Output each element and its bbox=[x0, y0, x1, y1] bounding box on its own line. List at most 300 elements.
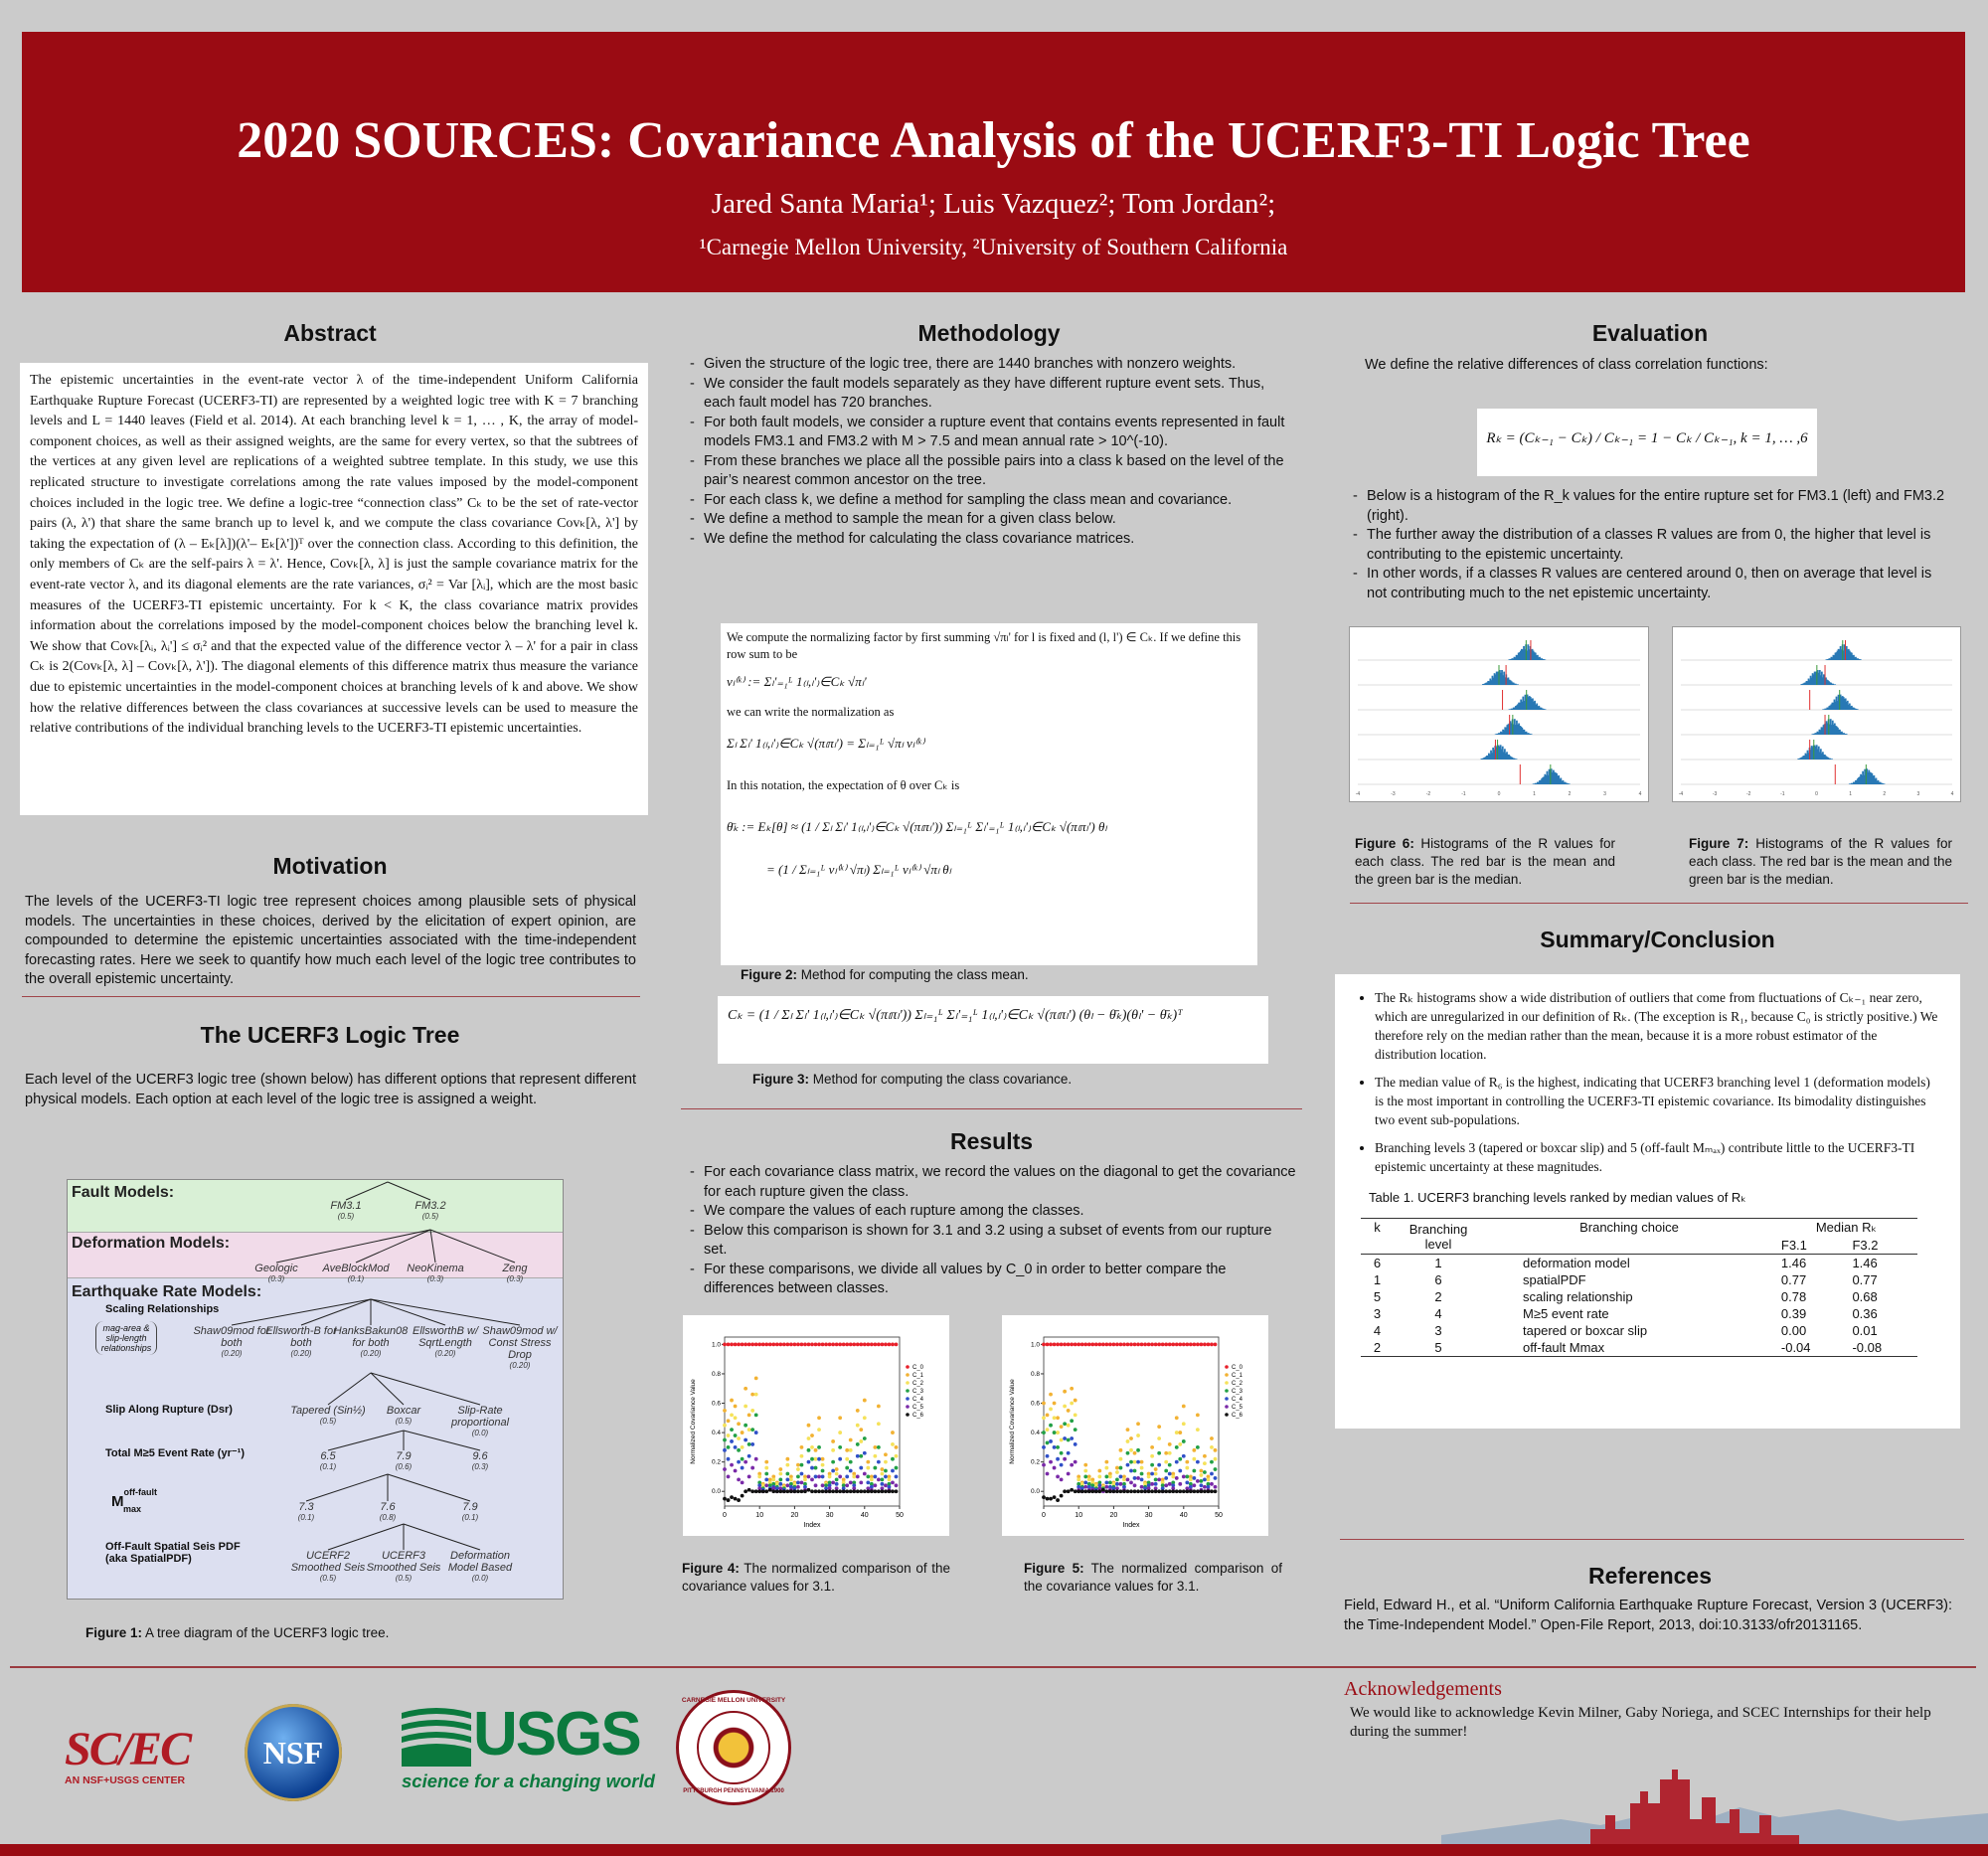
data-point bbox=[1140, 1472, 1144, 1476]
deformation-model-node: Geologic (0.3) bbox=[254, 1263, 298, 1283]
data-point bbox=[891, 1457, 895, 1461]
data-point bbox=[831, 1448, 835, 1452]
data-point bbox=[870, 1342, 874, 1346]
data-point bbox=[895, 1454, 899, 1458]
tree-edge bbox=[371, 1299, 520, 1325]
data-point bbox=[1143, 1489, 1147, 1493]
data-point bbox=[1189, 1342, 1193, 1346]
data-point bbox=[877, 1342, 881, 1346]
table-cell: 0.01 bbox=[1852, 1323, 1878, 1338]
data-point bbox=[810, 1489, 814, 1493]
table-row bbox=[1361, 1305, 1917, 1322]
x-tick-label: 30 bbox=[1144, 1512, 1153, 1519]
data-point bbox=[1074, 1442, 1077, 1446]
data-point bbox=[1178, 1469, 1182, 1473]
data-point bbox=[744, 1387, 747, 1391]
figure-1-caption: Figure 1: A tree diagram of the UCERF3 logic tree. bbox=[85, 1625, 390, 1640]
data-point bbox=[761, 1489, 765, 1493]
hist-tick-label: 3 bbox=[1603, 791, 1606, 797]
abstract-text: The epistemic uncertainties in the event-rate vector λ of the time-independent Uniform California Earthquake Rupture Forecast (UCERF3-TI) are represented by a weighted logic tree with K = 7 branching levels and L = 1440 leaves (Field et al. 2014). At each branching level k = 1, … , K, the array of model-component choices, as well as their assigned weights, are the same for every vertex, so that the subtrees of the vertices at any given level are replications of a weighted subtree template. In this study, we use this replicated structure to investigate correlations among the rate values imposed by the model-component choices included in the logic tree. We define a logic-tree “connection class” Cₖ to be the set of rate-vector pairs (λ, λ') that share the same branch up to level k, and we compute the class covariance Covₖ[λ, λ'] by taking the expectation of (λ – Eₖ[λ])(λ'– Eₖ[λ'])ᵀ over the connection class. According to this definition, the only members of Cₖ are the self-pairs λ = λ'. Hence, Covₖ[λ, λ] is just the sample covariance matrix for the event-rate vector λ, and its diagonal elements are the rate variances, σᵢ² = Var [λᵢ], which are the most basic measures of the UCERF3-TI epistemic uncertainty. For k < K, the class covariance matrix provides information about the correlations imposed by the model-component choices below the branching level k. We show that Covₖ[λᵢ, λᵢ'] ≤ σᵢ² and that the expected value of the difference vector λ – λ' for a pair in class Cₖ is 2(Covₖ[λ, λ] – Covₖ[λ, λ']). The diagonal elements of this difference matrix thus measure the variance due to epistemic uncertainties in the model-component choices at branching levels of k and above. We show how the relative differences between the class covariances at successive levels can be used to measure the relative contributions of the individual branching levels to the UCERF3-TI epistemic uncertainties. bbox=[30, 373, 638, 737]
data-point bbox=[863, 1472, 867, 1476]
data-point bbox=[1063, 1342, 1067, 1346]
data-point bbox=[1097, 1475, 1101, 1479]
hist-tick-label: -3 bbox=[1712, 791, 1718, 797]
data-point bbox=[849, 1469, 853, 1473]
data-point bbox=[1053, 1416, 1057, 1420]
data-point bbox=[730, 1463, 734, 1467]
data-point bbox=[1056, 1475, 1060, 1479]
section-divider bbox=[681, 1108, 1302, 1109]
data-point bbox=[1150, 1472, 1154, 1476]
results-items-item: - Below this comparison is shown for 3.1 and 3.2 using a subset of events from our rupture set. bbox=[686, 1222, 1297, 1261]
data-point bbox=[1140, 1489, 1144, 1493]
data-point bbox=[845, 1483, 849, 1487]
scaling-side-note: mag-area & slip-length relationships bbox=[95, 1321, 157, 1355]
data-point bbox=[1133, 1489, 1137, 1493]
data-point bbox=[1157, 1451, 1161, 1455]
data-point bbox=[1063, 1457, 1067, 1461]
title-banner bbox=[22, 32, 1965, 292]
data-point bbox=[1115, 1342, 1119, 1346]
figure-2-notation: In this notation, the expectation of θ over Cₖ is bbox=[727, 778, 960, 792]
data-point bbox=[1207, 1342, 1211, 1346]
data-point bbox=[1192, 1469, 1196, 1473]
data-point bbox=[747, 1342, 751, 1346]
data-point bbox=[1056, 1416, 1060, 1420]
table-cell: 3 bbox=[1434, 1323, 1442, 1338]
data-point bbox=[750, 1442, 754, 1446]
data-point bbox=[873, 1445, 877, 1449]
data-point bbox=[747, 1454, 751, 1458]
data-point bbox=[741, 1342, 745, 1346]
evaluation-formula-box bbox=[1477, 409, 1817, 476]
data-point bbox=[838, 1431, 842, 1434]
data-point bbox=[1157, 1425, 1161, 1429]
data-point bbox=[1140, 1485, 1144, 1489]
data-point bbox=[1185, 1466, 1189, 1470]
hist-tick-label: -1 bbox=[1780, 791, 1785, 797]
data-point bbox=[1119, 1482, 1123, 1486]
hist-tick-label: 0 bbox=[1497, 791, 1501, 797]
data-point bbox=[1200, 1473, 1204, 1477]
data-point bbox=[1136, 1448, 1140, 1452]
data-point bbox=[842, 1489, 846, 1493]
data-point bbox=[817, 1342, 821, 1346]
data-point bbox=[764, 1460, 768, 1464]
data-point bbox=[852, 1489, 856, 1493]
table-cell: 0.77 bbox=[1852, 1272, 1878, 1287]
results-items-item: - For each covariance class matrix, we record the values on the diagonal to get the covariance for each rupture given the class. bbox=[686, 1163, 1297, 1202]
legend-label: C_6 bbox=[1232, 1413, 1243, 1419]
data-point bbox=[1196, 1413, 1200, 1417]
data-point bbox=[1210, 1445, 1214, 1449]
data-point bbox=[1104, 1460, 1108, 1464]
evaluation-items-item: - In other words, if a classes R values are centered around 0, then on average that level is not contributing much to the net epistemic uncertainty. bbox=[1349, 565, 1955, 603]
table-row bbox=[1361, 1339, 1917, 1357]
results-list bbox=[686, 1163, 1297, 1299]
data-point bbox=[737, 1436, 741, 1440]
data-point bbox=[757, 1475, 761, 1479]
data-point bbox=[828, 1489, 832, 1493]
scaling-node: Shaw09mod w/ Const Stress Drop (0.20) bbox=[482, 1325, 558, 1370]
legend-label: C_3 bbox=[912, 1389, 924, 1395]
data-point bbox=[863, 1489, 867, 1493]
data-point bbox=[1164, 1460, 1168, 1464]
usgs-wave-icon bbox=[402, 1705, 471, 1767]
data-point bbox=[821, 1469, 825, 1473]
data-point bbox=[1122, 1477, 1126, 1481]
data-point bbox=[817, 1428, 821, 1432]
data-point bbox=[810, 1445, 814, 1449]
data-point bbox=[771, 1489, 775, 1493]
data-point bbox=[835, 1342, 839, 1346]
x-tick-label: 10 bbox=[1075, 1512, 1083, 1519]
data-point bbox=[1168, 1442, 1172, 1446]
evaluation-items-item: - The further away the distribution of a classes R values are from 0, the higher that level is contributing to the epistemic uncertainty. bbox=[1349, 526, 1955, 565]
data-point bbox=[1094, 1342, 1098, 1346]
data-point bbox=[1189, 1477, 1193, 1481]
y-tick-label: 0.0 bbox=[1030, 1488, 1040, 1496]
data-point bbox=[1203, 1461, 1207, 1465]
methodology-items-item: - From these branches we place all the possible pairs into a class k based on the level of the pair’s nearest common ancestor on the tree. bbox=[686, 452, 1297, 491]
data-point bbox=[775, 1489, 779, 1493]
methodology-list bbox=[686, 355, 1297, 549]
figure-2-eq3: θ̄ₖ := Eₖ[θ] ≈ (1 / Σₗ Σₗ' 1₍ₗ,ₗ'₎∈Cₖ √(πₗπₗ')) Σₗ₌₁ᴸ Σₗ'₌₁ᴸ 1₍ₗ,ₗ'₎∈Cₖ √(πₗπₗ') θₗ bbox=[727, 819, 1107, 834]
data-point bbox=[785, 1463, 789, 1467]
scaling-relationships-label: Scaling Relationships bbox=[105, 1303, 220, 1315]
data-point bbox=[734, 1416, 738, 1420]
hist-tick-label: -1 bbox=[1461, 791, 1466, 797]
data-point bbox=[734, 1497, 738, 1501]
legend-marker bbox=[1225, 1381, 1229, 1385]
data-point bbox=[785, 1457, 789, 1461]
data-point bbox=[1207, 1489, 1211, 1493]
data-point bbox=[807, 1424, 811, 1428]
data-point bbox=[1178, 1457, 1182, 1461]
data-point bbox=[1175, 1431, 1179, 1434]
mmax-node: 7.6 (0.8) bbox=[379, 1501, 397, 1522]
slip-node: Tapered (Sin½) (0.5) bbox=[290, 1405, 366, 1426]
figure-2-box bbox=[721, 623, 1257, 965]
data-point bbox=[1060, 1425, 1064, 1429]
data-point bbox=[1168, 1482, 1172, 1486]
data-point bbox=[863, 1436, 867, 1440]
data-point bbox=[778, 1482, 782, 1486]
data-point bbox=[1097, 1342, 1101, 1346]
data-point bbox=[1042, 1416, 1046, 1420]
data-point bbox=[835, 1482, 839, 1486]
data-point bbox=[764, 1472, 768, 1476]
tree-edge bbox=[306, 1474, 388, 1501]
table-row bbox=[1361, 1322, 1917, 1339]
logic-tree-connectors bbox=[68, 1180, 564, 1600]
data-point bbox=[1154, 1342, 1158, 1346]
data-point bbox=[838, 1445, 842, 1449]
data-point bbox=[771, 1477, 775, 1481]
table-cell: 6 bbox=[1373, 1256, 1382, 1270]
data-point bbox=[881, 1467, 885, 1471]
data-point bbox=[1210, 1342, 1214, 1346]
data-point bbox=[866, 1342, 870, 1346]
logic-tree-text: Each level of the UCERF3 logic tree (shown below) has different options that represent different physical models. Each option at each level of the logic tree is assigned a weight. bbox=[25, 1072, 636, 1107]
data-point bbox=[1122, 1342, 1126, 1346]
hist-tick-label: -4 bbox=[1678, 791, 1684, 797]
data-point bbox=[747, 1488, 751, 1492]
data-point bbox=[895, 1475, 899, 1479]
data-point bbox=[838, 1457, 842, 1461]
data-point bbox=[1083, 1469, 1087, 1473]
data-point bbox=[849, 1448, 853, 1452]
data-point bbox=[866, 1489, 870, 1493]
data-point bbox=[750, 1489, 754, 1493]
data-point bbox=[1133, 1469, 1137, 1473]
data-point bbox=[796, 1463, 800, 1467]
hist-tick-label: 0 bbox=[1815, 791, 1818, 797]
data-point bbox=[793, 1342, 797, 1346]
data-point bbox=[1056, 1498, 1060, 1502]
data-point bbox=[1115, 1482, 1119, 1486]
data-point bbox=[789, 1489, 793, 1493]
data-point bbox=[778, 1467, 782, 1471]
data-point bbox=[785, 1483, 789, 1487]
data-point bbox=[838, 1342, 842, 1346]
data-point bbox=[1101, 1488, 1105, 1492]
table-cell: 3 bbox=[1373, 1306, 1382, 1321]
scec-logo: SC/EC AN NSF+USGS CENTER bbox=[65, 1723, 191, 1786]
legend-marker bbox=[1225, 1413, 1229, 1417]
data-point bbox=[1049, 1424, 1053, 1428]
table-cell: 1 bbox=[1434, 1256, 1442, 1270]
fault-model-node: FM3.2 (0.5) bbox=[414, 1200, 446, 1221]
figure-4-scatter bbox=[683, 1315, 949, 1536]
table-cell: -0.08 bbox=[1852, 1340, 1883, 1355]
data-point bbox=[821, 1483, 825, 1487]
data-point bbox=[730, 1428, 734, 1432]
data-point bbox=[1164, 1476, 1168, 1480]
deformation-model-node: NeoKinema (0.3) bbox=[407, 1263, 464, 1283]
data-point bbox=[859, 1466, 863, 1470]
legend-label: C_4 bbox=[912, 1397, 924, 1403]
data-point bbox=[1083, 1475, 1087, 1479]
hist-tick-label: -4 bbox=[1355, 791, 1361, 797]
mmax-node: 7.3 (0.1) bbox=[297, 1501, 315, 1522]
data-point bbox=[768, 1488, 772, 1492]
table-cell: deformation model bbox=[1523, 1256, 1630, 1270]
data-point bbox=[723, 1448, 727, 1452]
data-point bbox=[1164, 1483, 1168, 1487]
legend-label: C_5 bbox=[912, 1405, 924, 1411]
data-point bbox=[1119, 1466, 1123, 1470]
data-point bbox=[1196, 1342, 1200, 1346]
hist-tick-label: 2 bbox=[1883, 791, 1887, 797]
data-point bbox=[764, 1342, 768, 1346]
data-point bbox=[1203, 1477, 1207, 1481]
methodology-items-item: - For each class k, we define a method for sampling the class mean and covariance. bbox=[686, 491, 1297, 511]
data-point bbox=[863, 1342, 867, 1346]
data-point bbox=[1042, 1463, 1046, 1467]
figure-2-caption: Figure 2: Method for computing the class mean. bbox=[741, 967, 1029, 982]
data-point bbox=[1067, 1489, 1071, 1493]
y-tick-label: 0.0 bbox=[711, 1488, 721, 1496]
table-cell: 2 bbox=[1434, 1289, 1442, 1304]
table-cell: 2 bbox=[1373, 1340, 1382, 1355]
data-point bbox=[1080, 1489, 1084, 1493]
figure-3-box bbox=[718, 996, 1268, 1064]
data-point bbox=[831, 1342, 835, 1346]
data-point bbox=[1119, 1448, 1123, 1452]
data-point bbox=[821, 1457, 825, 1461]
data-point bbox=[1046, 1497, 1050, 1501]
data-point bbox=[1175, 1416, 1179, 1420]
x-axis-label: Index bbox=[803, 1522, 821, 1529]
data-point bbox=[1108, 1342, 1112, 1346]
data-point bbox=[1200, 1342, 1204, 1346]
data-point bbox=[831, 1489, 835, 1493]
data-point bbox=[895, 1466, 899, 1470]
data-point bbox=[800, 1480, 804, 1484]
data-point bbox=[852, 1342, 856, 1346]
data-point bbox=[1056, 1457, 1060, 1461]
data-point bbox=[856, 1454, 860, 1458]
table-cell: 0.78 bbox=[1780, 1289, 1807, 1304]
data-point bbox=[1097, 1469, 1101, 1473]
table-cell: 0.36 bbox=[1852, 1306, 1878, 1321]
data-point bbox=[814, 1342, 818, 1346]
data-point bbox=[1129, 1436, 1133, 1440]
hist-tick-label: 2 bbox=[1568, 791, 1572, 797]
legend-marker bbox=[906, 1373, 910, 1377]
data-point bbox=[1083, 1489, 1087, 1493]
legend-marker bbox=[1225, 1373, 1229, 1377]
table-header-median: Median Rₖ bbox=[1815, 1220, 1878, 1235]
legend-label: C_2 bbox=[1232, 1381, 1243, 1387]
y-tick-label: 0.4 bbox=[1030, 1430, 1040, 1437]
data-point bbox=[877, 1460, 881, 1464]
legend-marker bbox=[906, 1389, 910, 1393]
data-point bbox=[723, 1497, 727, 1501]
ranking-table bbox=[1361, 1218, 1917, 1357]
data-point bbox=[831, 1460, 835, 1464]
table-cell: scaling relationship bbox=[1523, 1289, 1633, 1304]
data-point bbox=[1056, 1342, 1060, 1346]
data-point bbox=[1083, 1480, 1087, 1484]
legend-marker bbox=[1225, 1365, 1229, 1369]
data-point bbox=[1185, 1489, 1189, 1493]
data-point bbox=[1175, 1445, 1179, 1449]
data-point bbox=[723, 1424, 727, 1428]
data-point bbox=[884, 1342, 888, 1346]
data-point bbox=[1214, 1467, 1218, 1471]
data-point bbox=[856, 1442, 860, 1446]
data-point bbox=[800, 1445, 804, 1449]
fault-model-node: FM3.1 (0.5) bbox=[330, 1200, 362, 1221]
data-point bbox=[737, 1477, 741, 1481]
acknowledgements-title: Acknowledgements bbox=[1344, 1678, 1502, 1700]
data-point bbox=[1115, 1470, 1119, 1474]
data-point bbox=[1042, 1431, 1046, 1434]
data-point bbox=[859, 1428, 863, 1432]
references-title: References bbox=[1587, 1563, 1713, 1589]
data-point bbox=[789, 1342, 793, 1346]
usgs-logo: USGS science for a changing world bbox=[402, 1700, 655, 1791]
hist-bar bbox=[1834, 684, 1836, 685]
data-point bbox=[1070, 1342, 1074, 1346]
data-point bbox=[747, 1475, 751, 1479]
data-point bbox=[1203, 1489, 1207, 1493]
legend-label: C_0 bbox=[912, 1365, 924, 1371]
legend-label: C_1 bbox=[912, 1373, 924, 1379]
data-point bbox=[778, 1342, 782, 1346]
deformation-model-node: AveBlockMod (0.1) bbox=[322, 1263, 390, 1283]
total-event-rate-label: Total M≥5 Event Rate (yr⁻¹) bbox=[105, 1447, 245, 1459]
figure-5-scatter bbox=[1002, 1315, 1268, 1536]
deformation-model-node: Zeng (0.3) bbox=[502, 1263, 528, 1283]
data-point bbox=[1049, 1497, 1053, 1501]
summary-bullet: • The median value of R₆ is the highest, indicating that UCERF3 branching level 1 (deformation models) is the most important in controlling the UCERF3-TI epistemic covariance. Its bimodality distinguishes two event sub-populations. bbox=[1375, 1073, 1940, 1129]
scaling-node: Ellsworth-B for both (0.20) bbox=[265, 1325, 337, 1358]
data-point bbox=[1126, 1439, 1130, 1443]
data-point bbox=[873, 1475, 877, 1479]
data-point bbox=[771, 1342, 775, 1346]
table-cell: tapered or boxcar slip bbox=[1523, 1323, 1648, 1338]
data-point bbox=[1140, 1466, 1144, 1470]
data-point bbox=[1053, 1402, 1057, 1406]
data-point bbox=[845, 1466, 849, 1470]
x-tick-label: 20 bbox=[1109, 1512, 1118, 1519]
data-point bbox=[741, 1480, 745, 1484]
data-point bbox=[1090, 1342, 1094, 1346]
hist-bar bbox=[1517, 684, 1519, 685]
data-point bbox=[891, 1442, 895, 1446]
hist-tick-label: 4 bbox=[1950, 791, 1954, 797]
y-tick-label: 0.6 bbox=[711, 1400, 721, 1408]
data-point bbox=[1046, 1441, 1050, 1445]
data-point bbox=[807, 1488, 811, 1492]
data-point bbox=[877, 1405, 881, 1409]
hist-tick-label: 1 bbox=[1533, 791, 1536, 797]
figure-2-eq4: = (1 / Σₗ₌₁ᴸ vₗ⁽ᵏ⁾ √πₗ) Σₗ₌₁ᴸ vₗ⁽ᵏ⁾ √πₗ θₗ bbox=[766, 862, 951, 877]
hist-bar bbox=[1857, 709, 1859, 710]
data-point bbox=[884, 1475, 888, 1479]
data-point bbox=[877, 1477, 881, 1481]
legend-label: C_0 bbox=[1232, 1365, 1243, 1371]
methodology-title: Methodology bbox=[917, 320, 1061, 346]
data-point bbox=[1157, 1436, 1161, 1440]
data-point bbox=[754, 1376, 758, 1380]
data-point bbox=[778, 1477, 782, 1481]
legend-marker bbox=[906, 1413, 910, 1417]
data-point bbox=[859, 1439, 863, 1443]
data-point bbox=[737, 1422, 741, 1426]
data-point bbox=[1200, 1479, 1204, 1483]
data-point bbox=[1070, 1463, 1074, 1467]
data-point bbox=[1192, 1457, 1196, 1461]
data-point bbox=[1157, 1489, 1161, 1493]
table-header-f31: F3.1 bbox=[1780, 1238, 1807, 1253]
table-cell: -0.04 bbox=[1780, 1340, 1811, 1355]
tree-edge bbox=[371, 1299, 445, 1325]
data-point bbox=[1168, 1489, 1172, 1493]
data-point bbox=[775, 1342, 779, 1346]
data-point bbox=[824, 1342, 828, 1346]
data-point bbox=[734, 1469, 738, 1473]
data-point bbox=[845, 1457, 849, 1461]
motivation-text: The levels of the UCERF3-TI logic tree represent choices among plausible sets of physical models. The uncertainties in these choices, derived by the elicitation of expert opinion, are compounded to determine the epistemic uncertainties associated with the time-independent forecasting rates. Here we seek to quantify how much each level of the logic tree contributes to the overall epistemic uncertainty. bbox=[25, 894, 636, 987]
data-point bbox=[737, 1342, 741, 1346]
legend-label: C_4 bbox=[1232, 1397, 1243, 1403]
data-point bbox=[1154, 1489, 1158, 1493]
data-point bbox=[1150, 1342, 1154, 1346]
